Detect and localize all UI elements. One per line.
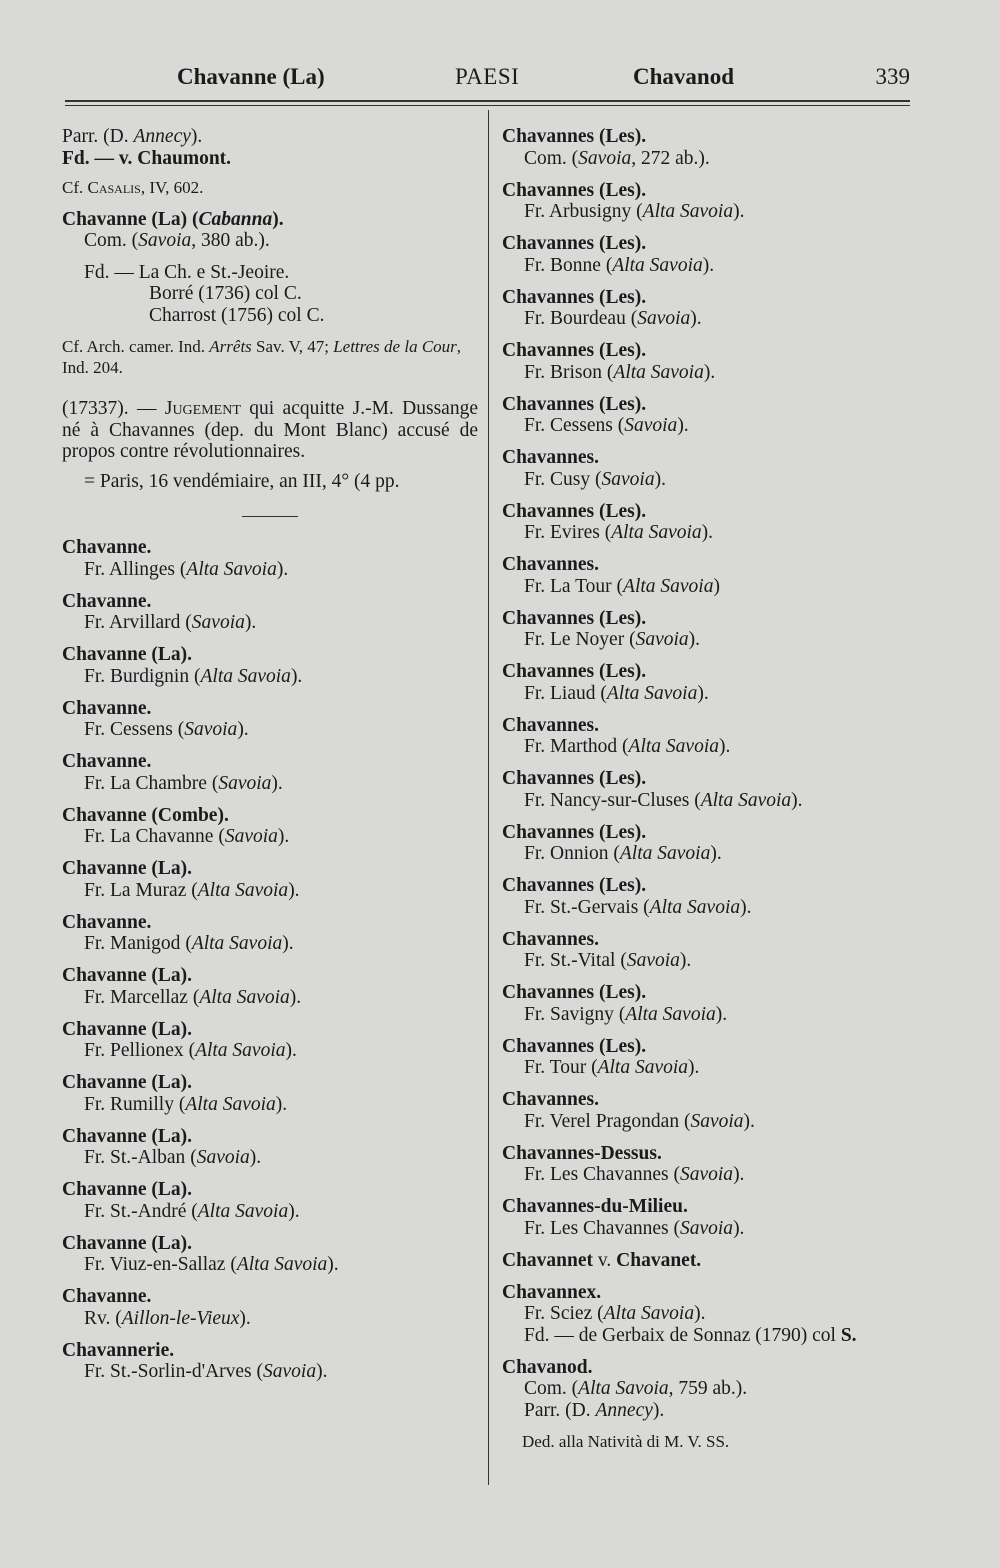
entry-fd-line: Fd. — de Gerbaix de Sonnaz (1790) col S. bbox=[524, 1324, 857, 1346]
entry-fr-line: Fr. Nancy-sur-Cluses (Alta Savoia). bbox=[524, 789, 803, 811]
page-number: 339 bbox=[875, 64, 910, 89]
region-name: Alta Savoia bbox=[606, 682, 698, 704]
entry-heading: Chavannes (Les). bbox=[502, 607, 647, 629]
region-name: Alta Savoia bbox=[197, 1200, 289, 1222]
right-column bbox=[502, 126, 922, 1452]
place-name: Manigod bbox=[110, 933, 181, 954]
jugement-paragraph: (17337). — Jugement qui acquitte J.-M. Dussange né à Chavannes (dep. du Mont Blanc) accusé de propos contre révolutionnaires. bbox=[62, 398, 478, 462]
entry-heading: Chavannet v. Chavanet. bbox=[502, 1249, 702, 1271]
cf-reference: Cf. Arch. camer. Ind. Arrêts Sav. V, 47; Lettres de la Cour, Ind. 204. bbox=[62, 337, 462, 377]
region-name: Alta Savoia bbox=[700, 789, 792, 811]
entry-fr-line: Fr. Arbusigny (Alta Savoia). bbox=[524, 201, 745, 222]
entry-heading: Chavannes (Les). bbox=[502, 126, 647, 147]
header-center-title: PAESI bbox=[455, 64, 520, 89]
entry-com-line: Com. (Alta Savoia, 759 ab.). bbox=[524, 1378, 748, 1399]
region-name: Savoia bbox=[184, 719, 238, 740]
entry-fr-line: Fr. La Chambre (Savoia). bbox=[84, 772, 283, 794]
region-name: Savoia bbox=[690, 1110, 744, 1132]
header-left-title: Chavanne (La) bbox=[177, 64, 325, 89]
entry-heading: Chavannes (Les). bbox=[502, 500, 647, 522]
entry-fd-line: Fd. — La Ch. e St.-Jeoire. bbox=[84, 261, 290, 283]
header-rule-thin bbox=[65, 105, 910, 106]
running-header bbox=[65, 62, 910, 96]
place-name: Cessens bbox=[550, 415, 613, 436]
entry-fr-line: Fr. St.-Vital (Savoia). bbox=[524, 950, 692, 971]
entry-parr-line: Parr. (D. Annecy). bbox=[524, 1399, 665, 1421]
place-name: Onnion bbox=[550, 843, 609, 864]
place-name: Cusy bbox=[550, 468, 591, 490]
entry-heading: Chavannes (Les). bbox=[502, 1035, 647, 1057]
entry-fr-line: Fr. Burdignin (Alta Savoia). bbox=[84, 665, 303, 687]
entry-fr-line: Fr. Manigod (Alta Savoia). bbox=[84, 933, 294, 954]
region-name: Alta Savoia bbox=[195, 1040, 286, 1061]
place-name: Verel Pragondan bbox=[549, 1110, 680, 1132]
entry-fr-line: Fr. Les Chavannes (Savoia). bbox=[524, 1164, 745, 1185]
place-name: St.-Sorlin-d'Arves bbox=[110, 1361, 252, 1382]
place-name: St.-André bbox=[110, 1200, 187, 1222]
region-name: Alta Savoia bbox=[611, 522, 702, 543]
region-name: Savoia bbox=[624, 415, 678, 436]
entry-heading: Chavannes. bbox=[502, 928, 599, 950]
region-name: Alta Savoia bbox=[613, 361, 704, 383]
place-name: Le Noyer bbox=[550, 629, 625, 650]
parr-line: Parr. (D. Annecy). bbox=[62, 126, 203, 147]
place-name: Nancy-sur-Cluses bbox=[550, 789, 690, 811]
entry-heading: Chavanne (La). bbox=[62, 1125, 193, 1147]
place-name: Les Chavannes bbox=[550, 1164, 669, 1185]
entry-heading: Chavanne (Combe). bbox=[62, 804, 229, 826]
entry-fr-line: Fr. St.-Gervais (Alta Savoia). bbox=[524, 896, 752, 918]
entry-fr-line: Fr. St.-Alban (Savoia). bbox=[84, 1147, 262, 1168]
place-name: Marthod bbox=[550, 736, 618, 757]
column-divider bbox=[488, 110, 489, 1485]
entry-fr-line: Fr. Allinges (Alta Savoia). bbox=[84, 558, 289, 580]
entry-heading: Chavannes. bbox=[502, 714, 599, 736]
region-name: Alta Savoia bbox=[597, 1057, 689, 1078]
entry-heading: Chavannes (Les). bbox=[502, 875, 647, 896]
region-name: Alta Savoia bbox=[197, 879, 289, 901]
place-name: Liaud bbox=[550, 682, 596, 704]
region-name: Alta Savoia bbox=[625, 1003, 716, 1025]
entry-fr-line: Fr. Brison (Alta Savoia). bbox=[524, 361, 716, 383]
place-name: Viuz-en-Sallaz bbox=[109, 1254, 226, 1275]
region-name: Savoia bbox=[191, 612, 245, 633]
entry-fr-line: Fr. La Tour (Alta Savoia) bbox=[524, 575, 720, 597]
region-name: Aillon-le-Vieux bbox=[121, 1307, 240, 1329]
entry-heading: Chavannex. bbox=[502, 1281, 602, 1303]
entry-fr-line: Fr. Evires (Alta Savoia). bbox=[524, 522, 714, 543]
entry-heading: Chavannes (Les). bbox=[502, 179, 647, 201]
place-name: Arbusigny bbox=[548, 201, 632, 222]
entry-fr-line: Fr. Le Noyer (Savoia). bbox=[524, 629, 701, 650]
entry-heading: Chavanne (La). bbox=[62, 858, 193, 879]
entry-fr-line: Fr. La Muraz (Alta Savoia). bbox=[84, 879, 300, 901]
region-name: Savoia bbox=[626, 950, 680, 971]
entry-heading: Chavannes (Les). bbox=[502, 821, 647, 843]
entry-heading: Chavanne (La). bbox=[62, 1072, 193, 1093]
entry-com-line: Com. (Savoia, 380 ab.). bbox=[84, 230, 270, 251]
entry-fr-line: Fr. Cusy (Savoia). bbox=[524, 468, 666, 490]
region-name: Alta Savoia bbox=[612, 254, 703, 276]
place-name: St.-Vital bbox=[550, 950, 616, 971]
place-name: St.-Alban bbox=[110, 1147, 186, 1168]
region-name: Alta Savoia bbox=[191, 933, 283, 954]
entry-heading: Chavannes (Les). bbox=[502, 286, 647, 308]
region-name: Alta Savoia bbox=[236, 1254, 328, 1275]
entry-heading: Chavanne. bbox=[62, 911, 152, 933]
entry-heading: Chavannes. bbox=[502, 447, 599, 468]
place-name: Bourdeau bbox=[550, 308, 626, 329]
dedication-line: Ded. alla Natività di M. V. SS. bbox=[522, 1432, 730, 1451]
entry-fr-line: Fr. Marthod (Alta Savoia). bbox=[524, 736, 731, 757]
region-name: Savoia bbox=[679, 1217, 734, 1239]
entry-heading: Chavanne. bbox=[62, 1286, 152, 1307]
entry-fr-line: Fr. St.-Sorlin-d'Arves (Savoia). bbox=[84, 1361, 328, 1382]
entry-fr-line: Fr. Cessens (Savoia). bbox=[524, 415, 689, 436]
entry-heading: Chavanne (La). bbox=[62, 1018, 193, 1040]
entry-heading: Chavanne (La). bbox=[62, 965, 193, 986]
fd-line: Fd. — v. Chaumont. bbox=[62, 147, 232, 169]
header-rule-thick bbox=[65, 100, 910, 102]
right-entry-list bbox=[502, 180, 922, 1240]
entry-fr-line: Fr. Liaud (Alta Savoia). bbox=[524, 682, 709, 704]
entry-heading: Chavannes-Dessus. bbox=[502, 1142, 662, 1164]
entry-fr-line: Fr. Viuz-en-Sallaz (Alta Savoia). bbox=[84, 1254, 339, 1275]
place-name: La Chavanne bbox=[110, 826, 214, 847]
entry-heading: Chavanne (La). bbox=[62, 1179, 193, 1200]
place-name: La Chambre bbox=[110, 772, 207, 794]
place-name: Rumilly bbox=[110, 1093, 174, 1115]
place-name: Pellionex bbox=[110, 1040, 184, 1061]
entry-heading: Chavanne (La). bbox=[62, 644, 193, 665]
entry-heading: Chavannes (Les). bbox=[502, 340, 647, 361]
entry-heading: Chavannerie. bbox=[62, 1339, 175, 1361]
entry-fr-line: Rv. (Aillon-le-Vieux). bbox=[84, 1307, 251, 1329]
place-name: Marcellaz bbox=[110, 986, 188, 1008]
entry-heading: Chavannes. bbox=[502, 554, 599, 575]
entry-fr-line: Fr. Bonne (Alta Savoia). bbox=[524, 254, 715, 276]
place-name: Arvillard bbox=[108, 612, 181, 633]
entry-heading: Chavanne. bbox=[62, 697, 152, 719]
region-name: Savoia bbox=[224, 826, 278, 847]
entry-heading: Chavanod. bbox=[502, 1356, 593, 1378]
region-name: Savoia bbox=[263, 1361, 317, 1382]
entry-heading: Chavannes (Les). bbox=[502, 768, 647, 789]
entry-heading: Chavanne (La) (Cabanna). bbox=[62, 208, 284, 230]
entry-fr-line: Fr. Marcellaz (Alta Savoia). bbox=[84, 986, 302, 1008]
entry-fr-line: Fr. Onnion (Alta Savoia). bbox=[524, 843, 722, 864]
place-name: Tour bbox=[549, 1057, 587, 1078]
entry-fr-line: Fr. Cessens (Savoia). bbox=[84, 719, 249, 740]
place-name: Allinges bbox=[108, 558, 176, 580]
region-name: Alta Savoia bbox=[619, 843, 711, 864]
entry-heading: Chavannes (Les). bbox=[502, 982, 647, 1003]
region-name: Savoia bbox=[637, 308, 691, 329]
left-column bbox=[62, 126, 478, 1383]
region-name: Savoia bbox=[196, 1147, 250, 1168]
region-name: Alta Savoia bbox=[200, 665, 291, 687]
place-name: Evires bbox=[550, 522, 600, 543]
entry-fd-line: Borré (1736) col C. bbox=[149, 283, 302, 304]
region-name: Alta Savoia bbox=[185, 1093, 276, 1115]
entry-fr-line: Fr. Verel Pragondan (Savoia). bbox=[524, 1110, 755, 1132]
region-name: Savoia bbox=[218, 772, 272, 794]
region-name: Savoia bbox=[635, 629, 689, 650]
entry-heading: Chavannes (Les). bbox=[502, 661, 647, 682]
entry-com-line: Com. (Savoia, 272 ab.). bbox=[524, 147, 710, 169]
place-name: St.-Gervais bbox=[550, 896, 639, 918]
entry-heading: Chavanne. bbox=[62, 537, 152, 558]
entry-fd-line: Charrost (1756) col C. bbox=[149, 304, 325, 326]
entry-fr-line: Fr. Pellionex (Alta Savoia). bbox=[84, 1040, 297, 1061]
place-name: Brison bbox=[550, 361, 603, 383]
header-right-title: Chavanod bbox=[633, 64, 734, 89]
entry-heading: Chavanne. bbox=[62, 590, 152, 612]
entry-heading: Chavannes. bbox=[502, 1089, 599, 1110]
entry-fr-line: Fr. Arvillard (Savoia). bbox=[84, 612, 257, 633]
section-separator bbox=[242, 516, 298, 517]
region-name: Savoia bbox=[601, 468, 655, 490]
place-name: La Tour bbox=[550, 575, 612, 597]
place-name: Les Chavannes bbox=[550, 1217, 669, 1239]
place-name: Savigny bbox=[550, 1003, 614, 1025]
region-name: Savoia bbox=[679, 1164, 734, 1185]
entry-heading: Chavannes-du-Milieu. bbox=[502, 1196, 688, 1217]
place-name: La Muraz bbox=[110, 879, 187, 901]
entry-fr-line: Fr. St.-André (Alta Savoia). bbox=[84, 1200, 300, 1222]
entry-fr-line: Fr. La Chavanne (Savoia). bbox=[84, 826, 290, 847]
entry-fr-line: Fr. Les Chavannes (Savoia). bbox=[524, 1217, 745, 1239]
region-name: Alta Savoia bbox=[642, 201, 734, 222]
entry-heading: Chavanne (La). bbox=[62, 1232, 193, 1254]
left-entry-list bbox=[62, 537, 478, 1383]
entry-heading: Chavannes (Les). bbox=[502, 233, 647, 254]
entry-heading: Chavannes (Les). bbox=[502, 393, 647, 415]
entry-heading: Chavanne. bbox=[62, 751, 152, 772]
entry-fr-line: Fr. Bourdeau (Savoia). bbox=[524, 308, 702, 329]
region-name: Alta Savoia bbox=[628, 736, 719, 757]
region-name: Alta Savoia bbox=[649, 896, 741, 918]
jugement-imprint: = Paris, 16 vendémiaire, an III, 4° (4 pp. bbox=[84, 470, 400, 492]
place-name: Bonne bbox=[550, 254, 601, 276]
entry-fr-line: Fr. Savigny (Alta Savoia). bbox=[524, 1003, 728, 1025]
entry-fr-line: Fr. Rumilly (Alta Savoia). bbox=[84, 1093, 288, 1115]
region-name: Alta Savoia bbox=[623, 575, 714, 597]
entry-fr-line: Fr. Tour (Alta Savoia). bbox=[524, 1057, 700, 1078]
region-name: Alta Savoia bbox=[186, 558, 277, 580]
place-name: Cessens bbox=[110, 719, 173, 740]
entry-fr-line: Fr. Sciez (Alta Savoia). bbox=[524, 1303, 706, 1324]
cf-reference: Cf. Casalis, IV, 602. bbox=[62, 178, 204, 197]
place-name: Burdignin bbox=[110, 665, 190, 687]
region-name: Alta Savoia bbox=[199, 986, 290, 1008]
